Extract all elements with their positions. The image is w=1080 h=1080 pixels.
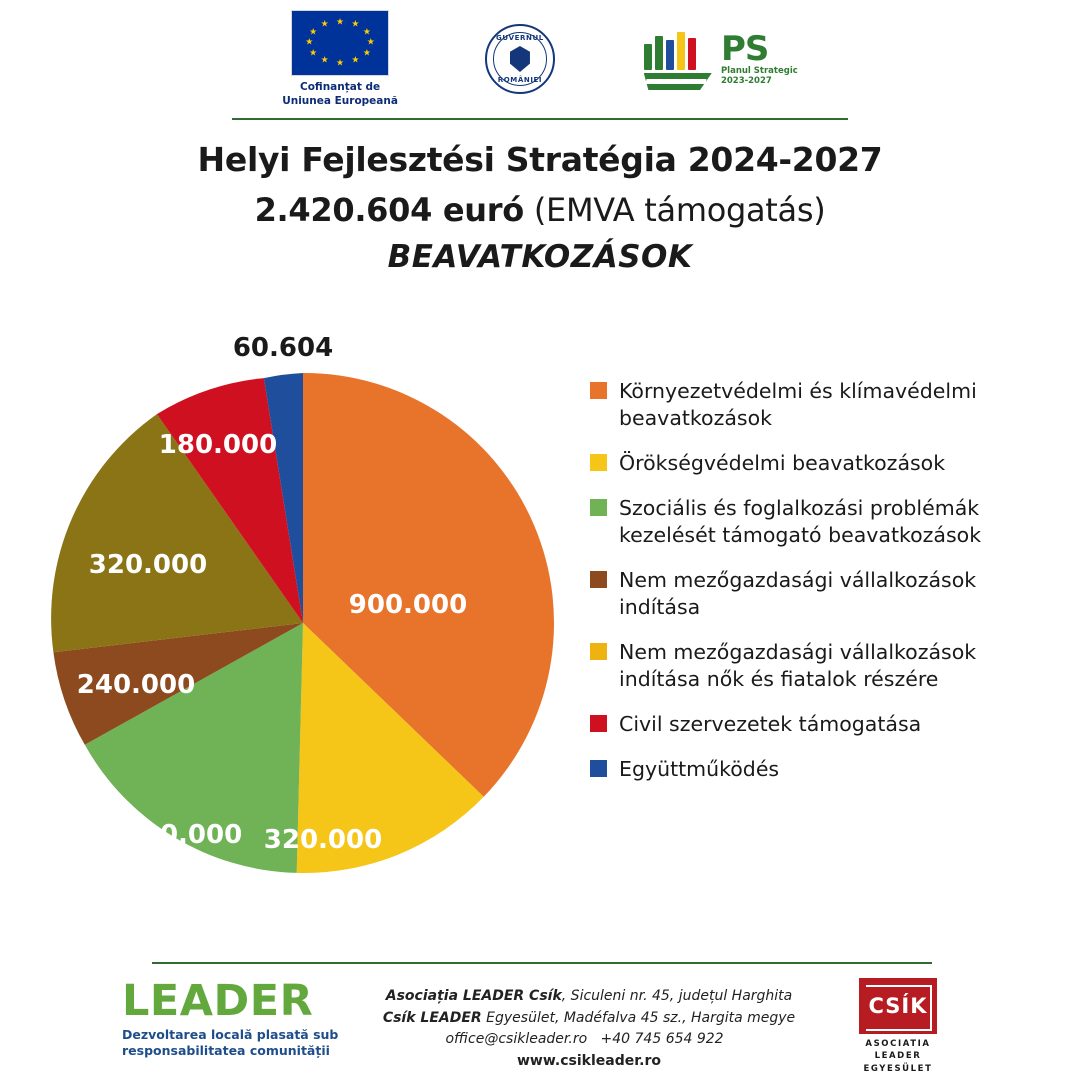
csik-wordmark: CSÍK xyxy=(868,994,928,1018)
csik-sub-line2: LEADER xyxy=(874,1051,922,1062)
organization-address-hu: Egyesület, Madéfalva 45 sz., Hargita megye xyxy=(481,1009,796,1026)
pie-chart-svg xyxy=(38,333,568,888)
seal-shield-icon xyxy=(510,46,530,72)
legend-label: Örökségvédelmi beavatkozások xyxy=(619,451,946,476)
csik-subtitle xyxy=(863,1038,932,1075)
gov-text-bottom: ROMÂNIEI xyxy=(497,76,543,84)
organization-address-ro: , Siculeni nr. 45, județul Harghita xyxy=(561,988,793,1004)
section-title: BEAVATKOZÁSOK xyxy=(387,239,693,275)
legend-label: Civil szervezetek támogatása xyxy=(619,712,922,737)
legend-item[interactable] xyxy=(590,567,1060,621)
pie-label-0: 900.000 xyxy=(348,590,468,620)
leader-tagline xyxy=(122,1027,340,1060)
legend-item[interactable] xyxy=(590,639,1060,693)
budget-amount: 2.420.604 euró xyxy=(254,191,524,229)
gov-text-top: GUVERNUL xyxy=(496,34,544,42)
organization-name-hu: Csík LEADER xyxy=(382,1009,482,1026)
eu-logo xyxy=(282,10,398,107)
pie-chart xyxy=(38,333,568,888)
csik-sub-line1: ASOCIATIA xyxy=(865,1039,931,1049)
footer xyxy=(0,972,1080,1080)
csik-mark-icon xyxy=(859,978,937,1034)
header-logos xyxy=(0,0,1080,118)
pie-label-1: 320.000 xyxy=(263,825,383,855)
legend-swatch-icon xyxy=(590,715,607,732)
legend-swatch-icon xyxy=(590,571,607,588)
contact-website[interactable]: www.csikleader.ro xyxy=(517,1053,661,1070)
eu-caption-line1: Cofinanțat de xyxy=(300,81,381,94)
csik-leader-logo xyxy=(838,972,958,1075)
pie-label-4: 320.000 xyxy=(88,550,208,580)
contact-line-ro xyxy=(374,986,804,1008)
ps-sub-line1: Planul Strategic xyxy=(720,65,798,76)
legend-label: Környezetvédelmi és klímavédelmi beavatkozások xyxy=(619,379,977,431)
legend-swatch-icon xyxy=(590,454,607,471)
legend-label: Nem mezőgazdasági vállalkozások indítása nők és fiatalok részére xyxy=(619,640,977,692)
eu-flag-icon: ★ ★ ★ ★ ★ ★ ★ ★ ★ ★ ★ ★ xyxy=(291,10,389,76)
legend-item[interactable] xyxy=(590,756,1060,783)
contact-line-details xyxy=(374,1029,804,1072)
eu-caption-line2: Uniunea Europeană xyxy=(282,94,398,107)
ps-sub-line2: 2023-2027 xyxy=(720,76,772,86)
leader-wordmark: LEADER xyxy=(122,976,314,1026)
eu-logo-caption xyxy=(282,81,398,107)
legend-label: Nem mezőgazdasági vállalkozások indítása xyxy=(619,568,977,620)
page-title-block xyxy=(0,140,1080,275)
legend-swatch-icon xyxy=(590,499,607,516)
government-of-romania-logo xyxy=(460,15,580,103)
legend-label: Szociális és foglalkozási problémák kezelését támogató beavatkozások xyxy=(619,496,982,548)
ps-bars-icon xyxy=(642,28,712,90)
pie-label-2: 400.000 xyxy=(123,820,243,850)
contact-block xyxy=(374,972,804,1073)
legend-item[interactable] xyxy=(590,378,1060,432)
leader-tagline-line2: responsabilitatea comunității xyxy=(122,1043,330,1059)
legend-item[interactable] xyxy=(590,495,1060,549)
planul-strategic-logo xyxy=(642,28,798,90)
romania-seal-icon xyxy=(485,24,555,94)
legend-label: Együttműködés xyxy=(619,757,780,782)
contact-phone[interactable]: +40 745 654 922 xyxy=(600,1031,724,1048)
organization-name-ro: Asociația LEADER Csík xyxy=(385,988,562,1004)
leader-tagline-line1: Dezvoltarea locală plasată sub xyxy=(122,1027,339,1042)
leader-logo xyxy=(122,972,340,1060)
footer-divider xyxy=(152,962,932,964)
contact-email[interactable]: office@csikleader.ro xyxy=(445,1031,588,1048)
chart-legend xyxy=(590,378,1060,802)
pie-label-6: 60.604 xyxy=(232,333,334,363)
pie-label-3: 240.000 xyxy=(76,670,196,700)
page-subtitle xyxy=(0,191,1080,229)
legend-item[interactable] xyxy=(590,711,1060,738)
page-title: Helyi Fejlesztési Stratégia 2024-2027 xyxy=(197,140,883,179)
legend-swatch-icon xyxy=(590,643,607,660)
contact-line-hu xyxy=(374,1008,804,1030)
csik-sub-line3: EGYESÜLET xyxy=(863,1063,933,1074)
legend-swatch-icon xyxy=(590,382,607,399)
pie-label-5: 180.000 xyxy=(158,430,278,460)
chart-area xyxy=(0,330,1080,930)
budget-source: (EMVA támogatás) xyxy=(523,191,826,229)
ps-logo-text xyxy=(720,28,798,86)
legend-item[interactable] xyxy=(590,450,1060,477)
header-divider xyxy=(232,118,848,120)
legend-swatch-icon xyxy=(590,760,607,777)
ps-title: PS xyxy=(720,28,769,69)
